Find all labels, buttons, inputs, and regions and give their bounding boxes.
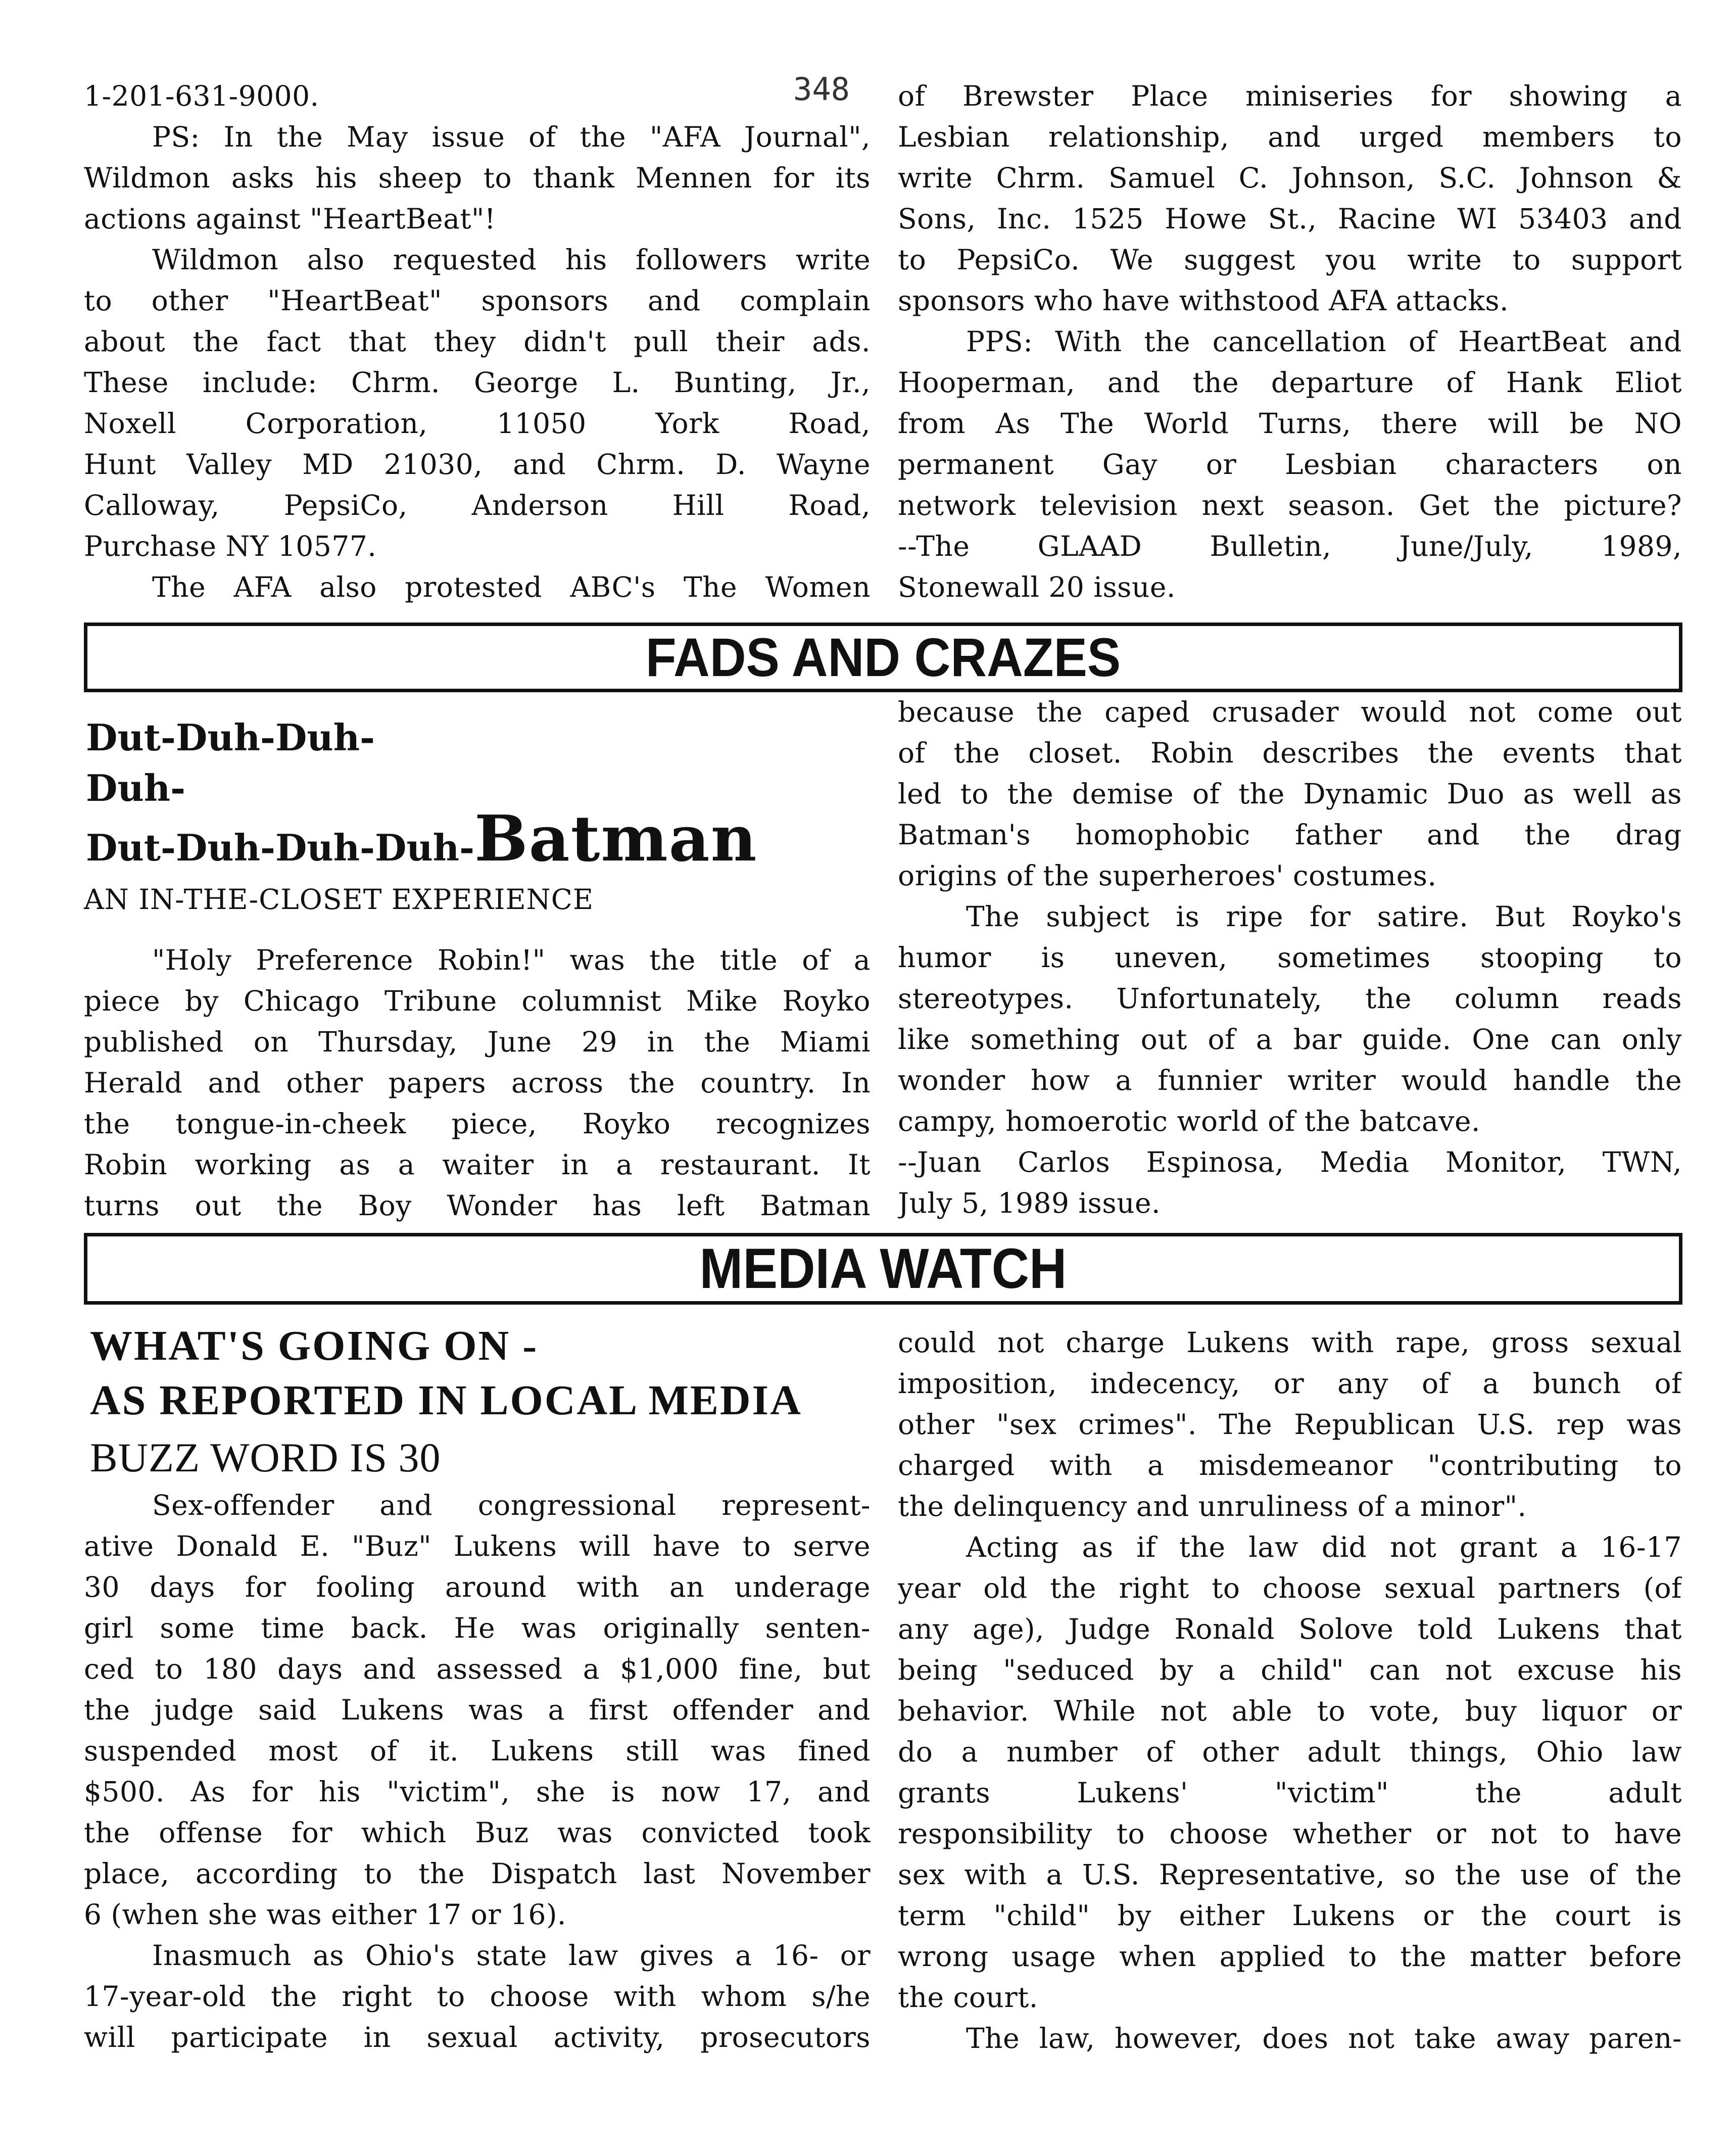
text-line: 1-201-631-9000.	[84, 80, 319, 112]
text-line: sponsors who have withstood AFA attacks.	[898, 284, 1509, 317]
kicker: AN IN-THE-CLOSET EXPERIENCE	[84, 883, 594, 916]
paragraph	[84, 76, 871, 117]
text-line: The AFA also protested ABC's The Women	[152, 571, 871, 603]
text-line: the tongue-in-cheek piece, Royko recognizes	[84, 1108, 871, 1140]
text-line: Herald and other papers across the country. In	[84, 1067, 871, 1099]
text-line: July 5, 1989 issue.	[898, 1187, 1161, 1219]
top-right-column	[898, 76, 1682, 608]
text-line: Sex-offender and congressional represent-	[152, 1489, 871, 1521]
text-line: led to the demise of the Dynamic Duo as well as	[898, 778, 1682, 810]
text-line: The law, however, does not take away paren-	[966, 2022, 1682, 2054]
text-line: of the closet. Robin describes the events that	[898, 737, 1682, 769]
text-line: to other "HeartBeat" sponsors and complain	[84, 284, 871, 317]
paragraph	[898, 76, 1682, 321]
text-line: the judge said Lukens was a first offender and	[84, 1694, 871, 1726]
text-line: any age), Judge Ronald Solove told Lukens that	[898, 1613, 1682, 1645]
text-line: Stonewall 20 issue.	[898, 571, 1176, 603]
headline-batman: Batman	[474, 802, 758, 876]
text-line: to PepsiCo. We suggest you write to support	[898, 244, 1682, 276]
text-line: the court.	[898, 1981, 1038, 2014]
section-title: FADS AND CRAZES	[645, 627, 1121, 688]
text-line: the delinquency and unruliness of a minor".	[898, 1490, 1527, 1522]
text-line: Acting as if the law did not grant a 16-17	[966, 1531, 1682, 1563]
text-line: ced to 180 days and assessed a $1,000 fine, but	[84, 1653, 871, 1685]
text-line: origins of the superheroes' costumes.	[898, 859, 1437, 892]
section-header-media-watch	[84, 1233, 1682, 1305]
text-line: The subject is ripe for satire. But Royko's	[966, 900, 1682, 933]
text-line: humor is uneven, sometimes stooping to	[898, 941, 1682, 974]
text-line: 17-year-old the right to choose with whom s/he	[84, 1980, 871, 2013]
text-line: being "seduced by a child" can not excuse his	[898, 1654, 1682, 1686]
text-line: like something out of a bar guide. One can only	[898, 1023, 1682, 1056]
text-line: wonder how a funnier writer would handle the	[898, 1064, 1682, 1096]
text-line: Hunt Valley MD 21030, and Chrm. D. Wayne	[84, 448, 871, 481]
text-line: the offense for which Buz was convicted took	[84, 1816, 871, 1849]
text-line: stereotypes. Unfortunately, the column reads	[898, 982, 1682, 1015]
text-line: responsibility to choose whether or not to have	[898, 1817, 1682, 1850]
text-line: network television next season. Get the picture?	[898, 489, 1682, 521]
media-left-column	[84, 1485, 871, 2058]
text-line: Lesbian relationship, and urged members to	[898, 121, 1682, 153]
paragraph	[898, 321, 1682, 608]
text-line: Hooperman, and the departure of Hank Eliot	[898, 366, 1682, 399]
text-line: other "sex crimes". The Republican U.S. rep was	[898, 1408, 1682, 1441]
paragraph	[898, 896, 1682, 1142]
text-line: girl some time back. He was originally senten-	[84, 1612, 871, 1644]
headline-line: WHAT'S GOING ON -	[90, 1322, 539, 1369]
subheadline: BUZZ WORD IS 30	[90, 1434, 441, 1480]
text-line: Wildmon asks his sheep to thank Mennen for its	[84, 162, 871, 194]
text-line: could not charge Lukens with rape, gross sexual	[898, 1326, 1682, 1359]
text-line: Robin working as a waiter in a restaurant. It	[84, 1149, 871, 1181]
section-header-fads-and-crazes	[84, 623, 1682, 692]
text-line: Purchase NY 10577.	[84, 530, 377, 562]
text-line: of Brewster Place miniseries for showing a	[898, 80, 1682, 112]
text-line: --Juan Carlos Espinosa, Media Monitor, TWN,	[898, 1146, 1682, 1178]
paragraph	[84, 117, 871, 240]
paragraph	[84, 240, 871, 567]
text-line: permanent Gay or Lesbian characters on	[898, 448, 1682, 481]
headline-line: Duh-	[86, 767, 186, 809]
text-line: imposition, indecency, or any of a bunch of	[898, 1367, 1682, 1400]
text-line: Calloway, PepsiCo, Anderson Hill Road,	[84, 489, 871, 521]
text-line: ative Donald E. "Buz" Lukens will have to serve	[84, 1530, 871, 1562]
text-line: term "child" by either Lukens or the court is	[898, 1899, 1682, 1932]
paragraph	[84, 1935, 871, 2058]
headline-line	[86, 802, 758, 876]
text-line: sex with a U.S. Representative, so the use of the	[898, 1858, 1682, 1891]
paragraph	[84, 940, 871, 1226]
text-line: "Holy Preference Robin!" was the title of a	[152, 944, 871, 976]
text-line: charged with a misdemeanor "contributing to	[898, 1449, 1682, 1481]
paragraph	[898, 1142, 1682, 1224]
paragraph	[84, 567, 871, 608]
text-line: --The GLAAD Bulletin, June/July, 1989,	[898, 530, 1682, 562]
text-line: 30 days for fooling around with an underage	[84, 1571, 871, 1603]
text-line: do a number of other adult things, Ohio law	[898, 1736, 1682, 1768]
text-line: grants Lukens' "victim" the adult	[898, 1777, 1682, 1809]
batman-headline	[86, 712, 758, 876]
text-line: Batman's homophobic father and the drag	[898, 819, 1682, 851]
headline-line: Dut-Duh-Duh-	[86, 716, 375, 759]
text-line: from As The World Turns, there will be NO	[898, 407, 1682, 440]
text-line: Sons, Inc. 1525 Howe St., Racine WI 53403 and	[898, 203, 1682, 235]
text-line: 6 (when she was either 17 or 16).	[84, 1898, 566, 1931]
fads-left-column	[84, 940, 871, 1226]
text-line: wrong usage when applied to the matter before	[898, 1940, 1682, 1973]
text-line: turns out the Boy Wonder has left Batman	[84, 1189, 871, 1222]
paragraph	[898, 2018, 1682, 2059]
text-line: place, according to the Dispatch last November	[84, 1857, 871, 1890]
text-line: PPS: With the cancellation of HeartBeat and	[966, 325, 1682, 358]
paragraph	[898, 1527, 1682, 2018]
page-number: 348	[793, 71, 850, 108]
paragraph	[898, 692, 1682, 896]
media-headline	[90, 1319, 802, 1428]
text-line: actions against "HeartBeat"!	[84, 203, 496, 235]
media-right-column	[898, 1322, 1682, 2059]
text-line: PS: In the May issue of the "AFA Journal",	[152, 121, 871, 153]
headline-line: AS REPORTED IN LOCAL MEDIA	[90, 1377, 802, 1424]
text-line: about the fact that they didn't pull their ads.	[84, 325, 871, 358]
text-line: year old the right to choose sexual partners (of	[898, 1572, 1682, 1604]
text-line: $500. As for his "victim", she is now 17, and	[84, 1776, 871, 1808]
paragraph	[898, 1322, 1682, 1527]
text-line: campy, homoerotic world of the batcave.	[898, 1105, 1480, 1137]
text-line: Wildmon also requested his followers write	[152, 244, 871, 276]
top-left-column	[84, 76, 871, 608]
text-line: because the caped crusader would not come out	[898, 696, 1682, 728]
text-line: behavior. While not able to vote, buy liquor or	[898, 1695, 1682, 1727]
fads-right-column	[898, 692, 1682, 1224]
text-line: write Chrm. Samuel C. Johnson, S.C. Johnson &	[898, 162, 1682, 194]
text-line: piece by Chicago Tribune columnist Mike Royko	[84, 985, 871, 1017]
text-line: These include: Chrm. George L. Bunting, Jr.,	[84, 366, 871, 399]
paragraph	[84, 1485, 871, 1935]
text-line: will participate in sexual activity, prosecutors	[84, 2021, 871, 2053]
text-line: Inasmuch as Ohio's state law gives a 16- or	[152, 1939, 871, 1972]
headline-line-text: Dut-Duh-Duh-Duh-	[86, 826, 474, 869]
text-line: suspended most of it. Lukens still was fined	[84, 1735, 871, 1767]
section-title: MEDIA WATCH	[699, 1237, 1067, 1300]
text-line: Noxell Corporation, 11050 York Road,	[84, 407, 871, 440]
text-line: published on Thursday, June 29 in the Miami	[84, 1026, 871, 1058]
